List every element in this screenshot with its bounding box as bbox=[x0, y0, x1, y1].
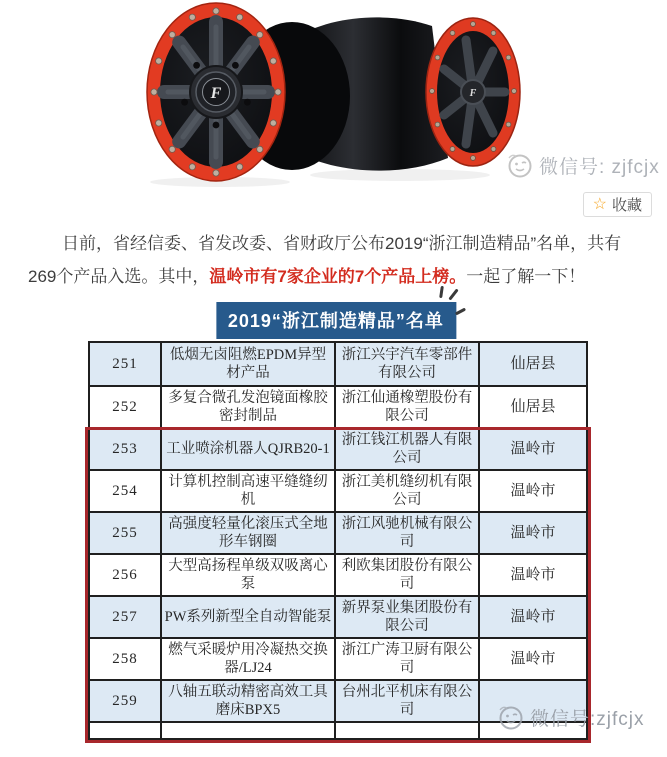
cell-product: 大型高扬程单级双吸离心泵 bbox=[160, 555, 334, 595]
banner-area bbox=[0, 302, 667, 336]
table-row bbox=[90, 595, 586, 637]
watermark-top bbox=[505, 150, 660, 180]
emphasis-stroke-icon bbox=[455, 308, 466, 316]
cell-company: 利欧集团股份有限公司 bbox=[334, 555, 478, 595]
cell-city: 温岭市 bbox=[478, 429, 586, 469]
cell-city: 温岭市 bbox=[478, 597, 586, 637]
cell-no: 259 bbox=[112, 693, 138, 709]
cell-product bbox=[160, 723, 334, 738]
cell-city: 仙居县 bbox=[478, 343, 586, 385]
cell-product: 计算机控制高速平缝缝纫机 bbox=[160, 471, 334, 511]
watermark-bottom bbox=[496, 702, 645, 732]
hub-logo-letter: F bbox=[210, 85, 222, 102]
cell-company: 浙江仙通橡塑股份有限公司 bbox=[334, 387, 478, 427]
cell-no: 256 bbox=[112, 567, 138, 583]
intro-paragraph bbox=[28, 227, 642, 293]
cell-city: 温岭市 bbox=[478, 513, 586, 553]
cell-product: 高强度轻量化滚压式全地形车钢圈 bbox=[160, 513, 334, 553]
svg-text:F: F bbox=[469, 88, 477, 99]
table-row bbox=[90, 343, 586, 385]
cell-product: PW系列新型全自动智能泵 bbox=[160, 597, 334, 637]
cell-city: 温岭市 bbox=[478, 555, 586, 595]
cell-no: 251 bbox=[112, 356, 138, 372]
cell-city: 仙居县 bbox=[478, 387, 586, 427]
table-row bbox=[90, 637, 586, 679]
cell-product: 工业喷涂机器人QJRB20-1 bbox=[160, 429, 334, 469]
paragraph-highlight-text: 温岭市有7家企业的7个产品上榜。 bbox=[209, 267, 467, 286]
cell-company: 浙江风驰机械有限公司 bbox=[334, 513, 478, 553]
cell-product: 八轴五联动精密高效工具磨床BPX5 bbox=[160, 681, 334, 721]
watermark-top-text: 微信号: zjfcjx bbox=[539, 156, 660, 178]
cell-company: 台州北平机床有限公司 bbox=[334, 681, 478, 721]
cell-no: 254 bbox=[112, 483, 138, 499]
table-row bbox=[90, 385, 586, 427]
favorite-label: 收藏 bbox=[611, 197, 642, 214]
cell-no bbox=[90, 723, 160, 738]
smiley-face-icon bbox=[496, 702, 526, 732]
cell-no: 252 bbox=[112, 399, 138, 415]
favorite-button[interactable] bbox=[583, 192, 652, 217]
cell-city: 温岭市 bbox=[478, 471, 586, 511]
cell-company bbox=[334, 723, 478, 738]
cell-no: 258 bbox=[112, 651, 138, 667]
table-row bbox=[90, 553, 586, 595]
cell-product: 多复合微孔发泡镜面橡胶密封制品 bbox=[160, 387, 334, 427]
cell-product: 燃气采暖炉用冷凝热交换器/LJ24 bbox=[160, 639, 334, 679]
cell-product: 低烟无卤阻燃EPDM异型材产品 bbox=[160, 343, 334, 385]
table-row bbox=[90, 427, 586, 469]
watermark-bottom-text: 微信号:zjfcjx bbox=[530, 708, 645, 730]
cell-no: 257 bbox=[112, 609, 138, 625]
paragraph-text: 日前，省经信委、省发改委、省财政厅公布2019“浙江制造精品”名单，共有269个产品入选。其中， bbox=[28, 234, 622, 286]
cell-company: 浙江广涛卫厨有限公司 bbox=[334, 639, 478, 679]
products-table-wrap bbox=[88, 341, 588, 740]
cell-city: 温岭市 bbox=[478, 639, 586, 679]
cell-company: 新界泵业集团股份有限公司 bbox=[334, 597, 478, 637]
cell-company: 浙江钱江机器人有限公司 bbox=[334, 429, 478, 469]
smiley-face-icon bbox=[505, 150, 535, 180]
table-row bbox=[90, 511, 586, 553]
paragraph-text-tail: 一起了解一下！ bbox=[466, 267, 586, 286]
cell-no: 253 bbox=[112, 441, 138, 457]
products-table bbox=[88, 341, 588, 740]
star-icon: ☆ bbox=[592, 195, 607, 213]
cell-company: 浙江美机缝纫机有限公司 bbox=[334, 471, 478, 511]
cell-company: 浙江兴宇汽车零部件有限公司 bbox=[334, 343, 478, 385]
list-title-banner: 2019“浙江制造精品”名单 bbox=[216, 302, 456, 339]
cell-no: 255 bbox=[112, 525, 138, 541]
table-row bbox=[90, 469, 586, 511]
